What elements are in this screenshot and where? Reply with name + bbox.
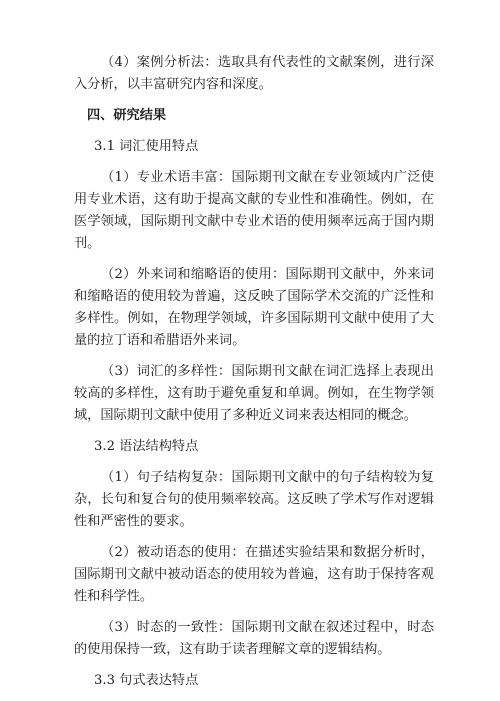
- paragraph-terminology: （1）专业术语丰富：国际期刊文献在专业领域内广泛使用专业术语，这有助于提高文献的专业性和准确性。例如，在医学领域，国际期刊文献中专业术语的使用频率远高于国内期刊。: [74, 170, 434, 251]
- paragraph-loanwords: （2）外来词和缩略语的使用：国际期刊文献中，外来词和缩略语的使用较为普遍，这反映了国际学术交流的广泛性和多样性。例如，在物理学领域，许多国际期刊文献中使用了大量的拉丁语和希腊语外来词。: [74, 267, 434, 348]
- paragraph-case-analysis: （4）案例分析法：选取具有代表性的文献案例，进行深入分析，以丰富研究内容和深度。: [74, 55, 434, 92]
- paragraph-vocabulary-diversity: （3）词汇的多样性：国际期刊文献在词汇选择上表现出较高的多样性，这有助于避免重复和单调。例如，在生物学领域，国际期刊文献中使用了多种近义词来表达相同的概念。: [74, 364, 434, 423]
- section-heading-results: 四、研究结果: [87, 108, 167, 123]
- paragraph-tense-consistency: （3）时态的一致性：国际期刊文献在叙述过程中，时态的使用保持一致，这有助于读者理解文章的逻辑结构。: [74, 620, 434, 657]
- paragraph-sentence-structure: （1）句子结构复杂：国际期刊文献中的句子结构较为复杂，长句和复合句的使用频率较高。这反映了学术写作对逻辑性和严密性的要求。: [74, 470, 434, 529]
- document-body: [74, 52, 434, 701]
- subsection-heading-sentence-patterns: 3.3 句式表达特点: [94, 673, 199, 688]
- subsection-heading-vocabulary: 3.1 词汇使用特点: [94, 139, 199, 154]
- paragraph-passive-voice: （2）被动语态的使用：在描述实验结果和数据分析时，国际期刊文献中被动语态的使用较为普遍，这有助于保持客观性和科学性。: [74, 545, 434, 604]
- subsection-heading-grammar: 3.2 语法结构特点: [94, 439, 199, 454]
